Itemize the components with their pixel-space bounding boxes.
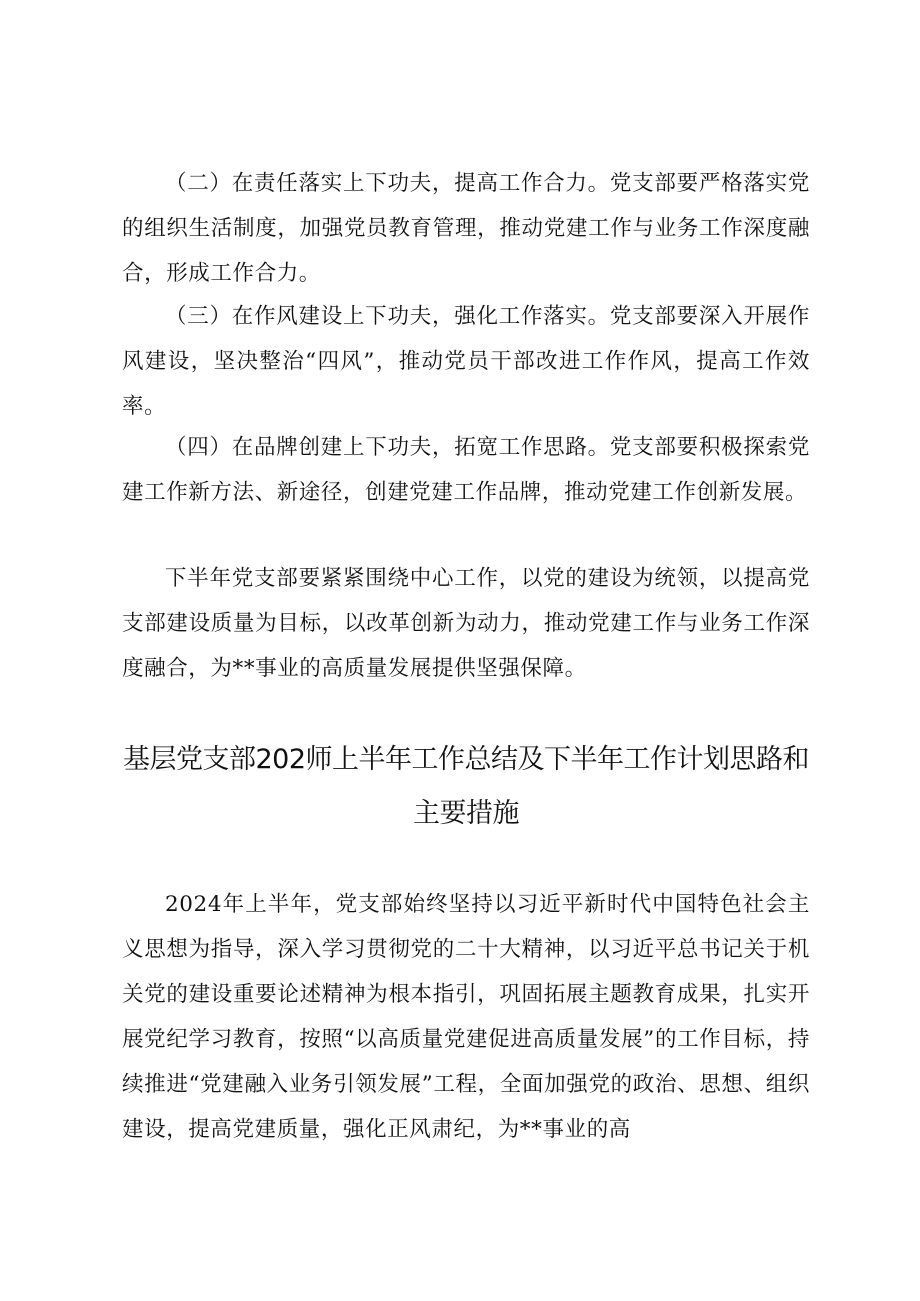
paragraph-responsibility: （二）在责任落实上下功夫，提高工作合力。党支部要严格落实党的组织生活制度，加强党员教育管理，推动党建工作与业务工作深度融合，形成工作合力。 xyxy=(122,171,810,286)
paragraph-2024-first-half: 2024年上半年，党支部始终坚持以习近平新时代中国特色社会主义思想为指导，深入学习贯彻党的二十大精神，以习近平总书记关于机关党的建设重要论述精神为根本指引，巩固拓展主题教育成果，扎实开展党纪学习教育，按照“以高质量党建促进高质量发展”的工作目标，持续推进“党建融入业务引领发展”工程，全面加强党的政治、思想、组织建设，提高党建质量，强化正风肃纪，为**事业的高 xyxy=(122,892,810,1142)
document-title: 基层党支部202师上半年工作总结及下半年工作计划思路和主要措施 xyxy=(122,744,810,829)
paragraph-brand-building: （四）在品牌创建上下功夫，拓宽工作思路。党支部要积极探索党建工作新方法、新途径，创建党建工作品牌，推动党建工作创新发展。 xyxy=(122,435,810,505)
paragraph-second-half-summary: 下半年党支部要紧紧围绕中心工作，以党的建设为统领，以提高党支部建设质量为目标，以改革创新为动力，推动党建工作与业务工作深度融合，为**事业的高质量发展提供坚强保障。 xyxy=(122,566,810,681)
paragraph-work-style: （三）在作风建设上下功夫，强化工作落实。党支部要深入开展作风建设，坚决整治“四风”，推动党员干部改进工作作风，提高工作效率。 xyxy=(122,304,810,419)
